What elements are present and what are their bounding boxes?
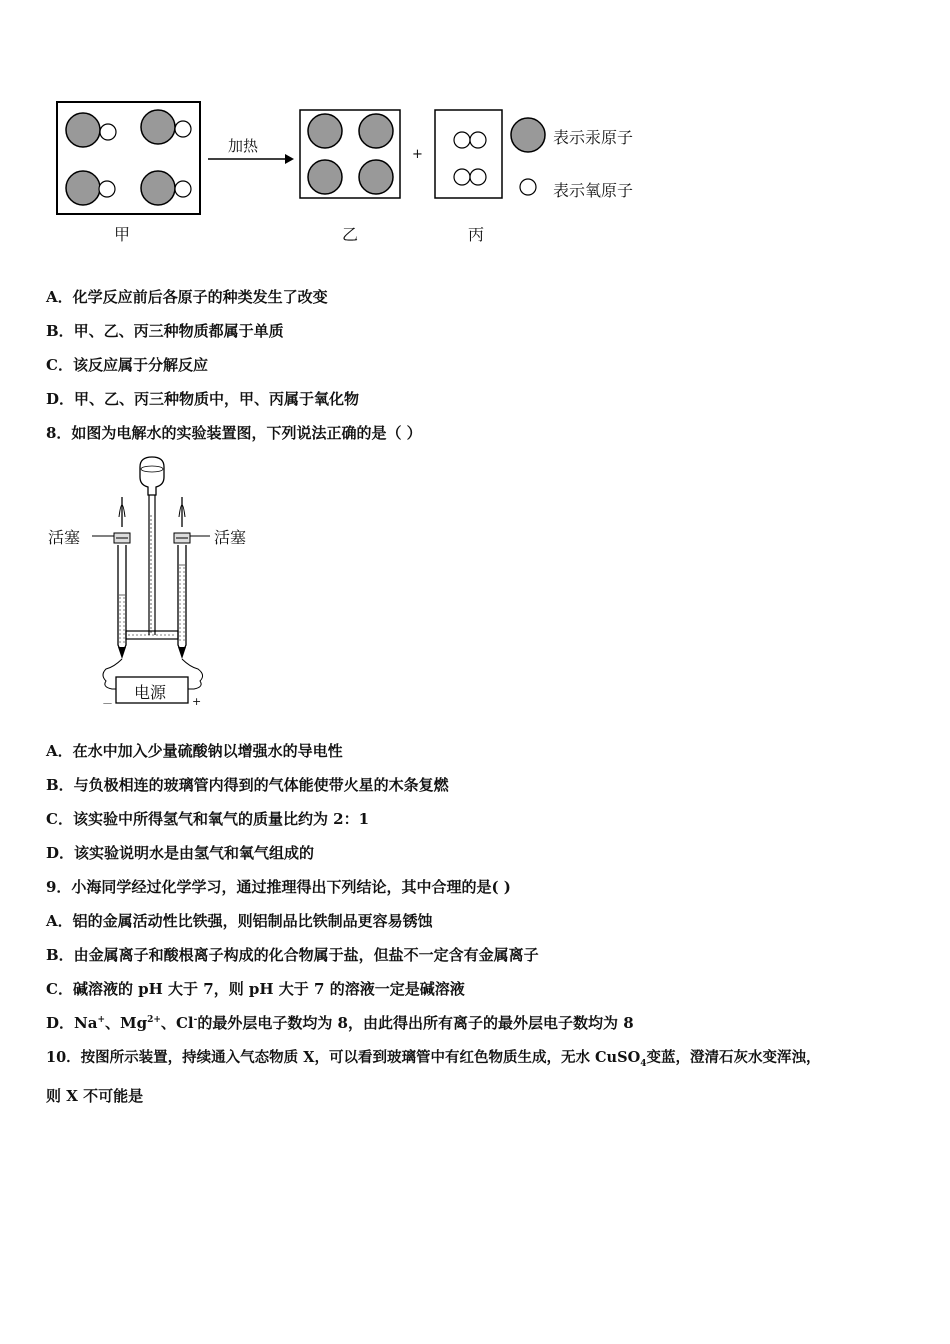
oxygen-atom-icon xyxy=(454,169,470,185)
label-jia: 甲 xyxy=(114,225,131,244)
ion-cl: Cl xyxy=(175,1014,194,1032)
right-electrode-icon xyxy=(178,647,186,659)
power-label: 电源 xyxy=(134,683,167,702)
mercury-atom-icon xyxy=(359,114,393,148)
q10-part1: 10．按图所示装置，持续通入气态物质 X，可以看到玻璃管中有红色物质生成，无水 CuSO xyxy=(46,1049,641,1066)
legend-oxygen-text: 表示氧原子 xyxy=(553,181,634,200)
q8-option-d: D．该实验说明水是由氢气和氧气组成的 xyxy=(46,844,315,862)
q9-option-a: A．铝的金属活动性比铁强，则铝制品比铁制品更容易锈蚀 xyxy=(46,912,433,930)
q9-stem: 9．小海同学经过化学学习，通过推理得出下列结论，其中合理的是( ) xyxy=(46,878,511,896)
q8-option-a: A．在水中加入少量硫酸钠以增强水的导电性 xyxy=(46,742,343,760)
ion-na-charge: + xyxy=(97,1015,105,1025)
mercury-atom-icon xyxy=(511,118,545,152)
power-minus: － xyxy=(102,697,113,710)
right-stopcock-label: 活塞 xyxy=(214,528,247,547)
q7-option-a: A．化学反应前后各原子的种类发生了改变 xyxy=(46,288,328,306)
legend-mercury-text: 表示汞原子 xyxy=(553,128,634,147)
reaction-diagram-svg xyxy=(40,95,680,255)
mercury-atom-icon xyxy=(66,171,100,205)
oxygen-atom-icon xyxy=(175,181,191,197)
q10-subscript: 4 xyxy=(640,1058,647,1069)
q9-d-rest: 的最外层电子数均为 8，由此得出所有离子的最外层电子数均为 8 xyxy=(197,1014,634,1032)
sep-1: 、 xyxy=(105,1014,121,1032)
mercury-atom-icon xyxy=(359,160,393,194)
q7-option-c: C．该反应属于分解反应 xyxy=(46,356,208,374)
ion-mg-charge: 2+ xyxy=(147,1015,161,1025)
q10-part2: 变蓝，澄清石灰水变浑浊， xyxy=(646,1049,821,1066)
left-stopcock-label: 活塞 xyxy=(48,528,81,547)
ion-mg: Mg xyxy=(120,1014,148,1032)
label-yi: 乙 xyxy=(342,225,359,244)
label-bing: 丙 xyxy=(468,225,485,244)
q9-d-prefix: D． xyxy=(46,1014,75,1032)
reaction-diagram xyxy=(40,95,680,255)
oxygen-atom-icon xyxy=(175,121,191,137)
q9-option-c: C．碱溶液的 pH 大于 7，则 pH 大于 7 的溶液一定是碱溶液 xyxy=(46,980,465,998)
q8-option-c: C．该实验中所得氢气和氧气的质量比约为 2：1 xyxy=(46,810,370,828)
q8-option-b: B．与负极相连的玻璃管内得到的气体能使带火星的木条复燃 xyxy=(46,776,449,794)
oxygen-atom-icon xyxy=(100,124,116,140)
oxygen-atom-icon xyxy=(99,181,115,197)
power-plus: + xyxy=(192,695,202,708)
q7-option-d: D．甲、乙、丙三种物质中，甲、丙属于氧化物 xyxy=(46,390,360,408)
electrolysis-diagram-svg xyxy=(44,455,274,715)
q10-stem-line1 xyxy=(46,1046,820,1069)
mercury-atom-icon xyxy=(308,114,342,148)
ion-na: Na xyxy=(74,1014,98,1032)
box-bing xyxy=(435,110,502,198)
q7-option-b: B．甲、乙、丙三种物质都属于单质 xyxy=(46,322,284,340)
funnel-icon xyxy=(140,457,164,495)
oxygen-atom-icon xyxy=(454,132,470,148)
oxygen-atom-icon xyxy=(520,179,536,195)
electrolysis-diagram xyxy=(44,455,274,715)
arrow-head-icon xyxy=(285,154,294,164)
q9-option-b: B．由金属离子和酸根离子构成的化合物属于盐，但盐不一定含有金属离子 xyxy=(46,946,539,964)
q9-option-d xyxy=(46,1012,634,1033)
mercury-atom-icon xyxy=(141,171,175,205)
ion-cl-charge: - xyxy=(193,1015,198,1025)
sep-2: 、 xyxy=(160,1014,176,1032)
oxygen-atom-icon xyxy=(470,132,486,148)
q8-stem: 8．如图为电解水的实验装置图，下列说法正确的是（ ） xyxy=(46,424,422,442)
left-electrode-icon xyxy=(118,647,126,659)
oxygen-atom-icon xyxy=(470,169,486,185)
arrow-label: 加热 xyxy=(228,137,259,155)
mercury-atom-icon xyxy=(141,110,175,144)
plus-sign: + xyxy=(412,147,423,162)
mercury-atom-icon xyxy=(66,113,100,147)
q10-stem-line2: 则 X 不可能是 xyxy=(46,1087,144,1105)
mercury-atom-icon xyxy=(308,160,342,194)
